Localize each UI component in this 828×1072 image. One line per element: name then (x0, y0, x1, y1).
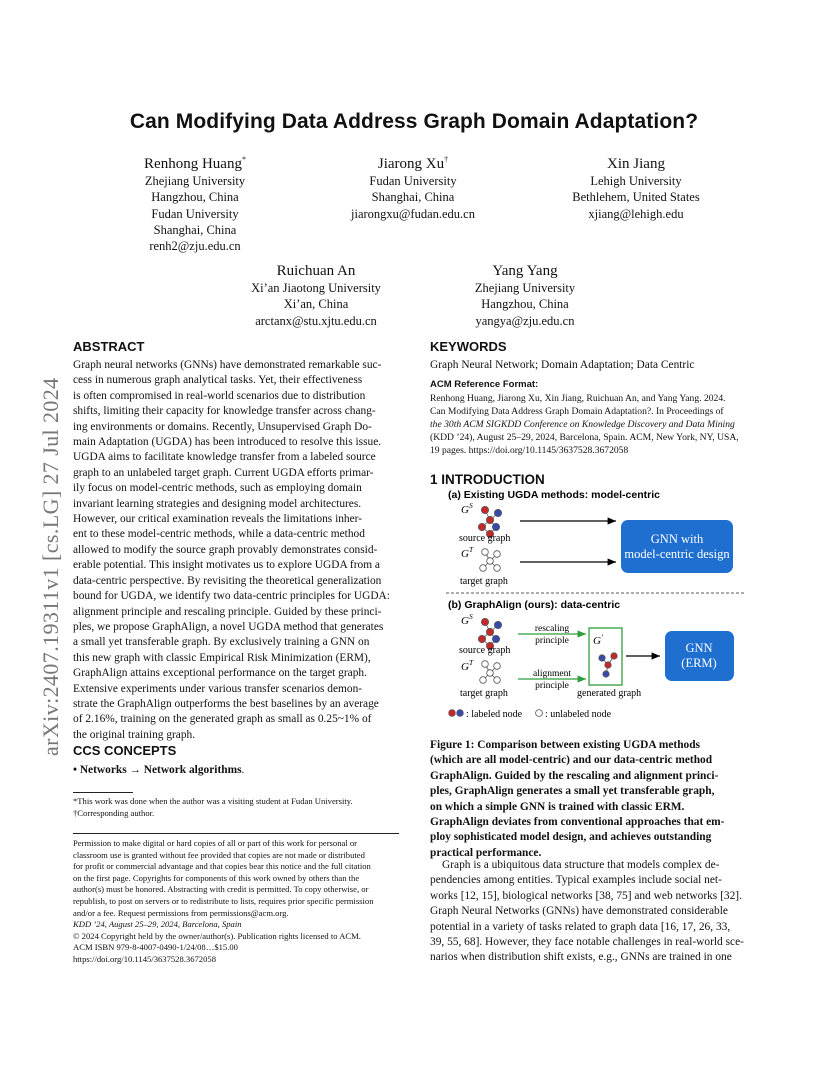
intro-text (430, 858, 756, 966)
alignment-principle-label: principle (535, 681, 569, 691)
author-block-3 (536, 151, 736, 222)
caption-line: (which are all model-centric) and our data-centric method (430, 754, 713, 767)
permission-line: for profit or commercial advantage and that copies bear this notice and the full citation (73, 861, 371, 872)
caption-line: on which a simple GNN is trained with classic ERM. (430, 800, 685, 813)
author-block-2 (318, 151, 508, 222)
author-email: renh2@zju.edu.cn (149, 239, 241, 254)
figure-1-caption (430, 738, 756, 861)
author-name: Renhong Huang* (144, 155, 246, 172)
rescaling-principle-label: principle (535, 636, 569, 646)
permission-line: republish, to post on servers or to redistribute to lists, requires prior specific permission (73, 895, 374, 906)
target-graph-symbol: $G^T$ (461, 658, 474, 673)
abstract-line: bound for UGDA, we identify two data-centric principles for UGDA: (73, 590, 390, 603)
target-graph-label: target graph (460, 688, 508, 699)
abstract-line: However, our critical examination reveals the limitations inher- (73, 513, 363, 526)
author-name: Yang Yang (492, 263, 558, 279)
intro-line: narios when distribution shift exists, e.g., GNNs are trained in one (430, 951, 732, 964)
target-graph-icon (480, 549, 501, 572)
abstract-line: data-centric perspective. By revisiting the theoretical generalization (73, 574, 382, 587)
figure-part-b-label: (b) GraphAlign (ours): data-centric (448, 599, 621, 611)
figure-part-a-label: (a) Existing UGDA methods: model-centric (448, 489, 660, 501)
author-email: jiarongxu@fudan.edu.cn (351, 206, 475, 221)
reference-text (430, 392, 760, 457)
abstract-line: shifts, limiting their capacity for knowledge transfer across chang- (73, 405, 376, 418)
reference-heading: ACM Reference Format: (430, 379, 539, 390)
target-graph-symbol: $G^T$ (461, 545, 474, 560)
source-graph-symbol: $G^S$ (461, 612, 473, 627)
generated-graph-label: generated graph (577, 688, 642, 699)
author-affiliation: Fudan University (369, 174, 457, 188)
author-block-1 (100, 151, 290, 254)
abstract-line: GraphAlign attains exceptional performance on the target graph. (73, 667, 367, 680)
abstract-line: invariant learning strategies and designing model architectures. (73, 497, 362, 510)
ccs-item: • Networks → Network algorithms. (73, 764, 245, 776)
author-affiliation: Lehigh University (590, 174, 682, 188)
doi-line: https://doi.org/10.1145/3637528.3672058 (73, 953, 216, 964)
author-affiliation: Fudan University (151, 206, 239, 221)
source-graph-symbol: $G^S$ (461, 501, 473, 516)
author-affiliation: Zhejiang University (474, 281, 576, 295)
paper-title: Can Modifying Data Address Graph Domain Adaptation? (129, 110, 699, 133)
intro-line: pendencies among entities. Typical examples include social net- (430, 874, 722, 887)
target-graph-label: target graph (460, 576, 508, 587)
labeled-node-blue-icon (457, 710, 464, 717)
author-email: xjiang@lehigh.edu (588, 206, 684, 221)
caption-line: ploy sophisticated model design, and achieves outstanding (430, 831, 712, 844)
target-graph-icon (480, 661, 501, 684)
author-email: arctanx@stu.xjtu.edu.cn (255, 313, 377, 328)
permission-block (73, 838, 403, 966)
abstract-line: Graph neural networks (GNNs) have demonstrated remarkable suc- (73, 359, 382, 371)
abstract-line: the original training graph. (73, 728, 196, 741)
arxiv-stamp: arXiv:2407.19311v1 [cs.LG] 27 Jul 2024 (38, 377, 63, 756)
intro-line: 39, 55, 68]. However, they face notable challenges in real-world sce- (430, 936, 744, 949)
abstract-line: strate the GraphAlign outperforms the best baselines by an average (73, 697, 379, 710)
reference-line: the 30th ACM SIGKDD Conference on Knowledge Discovery and Data Mining (430, 419, 735, 430)
source-graph-label: source graph (459, 533, 511, 544)
author-location: Xi’an, China (283, 297, 349, 312)
abstract-line: UGDA aims to facilitate knowledge transfer from a labeled source (73, 451, 376, 464)
intro-line: Graph Neural Networks (GNNs) have demonstrated considerable (430, 905, 728, 918)
caption-line: ples, GraphAlign generates a small yet transferable graph, (430, 785, 715, 798)
author-block-5 (420, 262, 630, 329)
author-location: Hangzhou, China (481, 297, 569, 312)
author-name: Ruichuan An (276, 263, 356, 279)
abstract-line: is often compromised in real-world scenarios due to distribution (73, 389, 366, 402)
permission-divider (73, 833, 399, 834)
reference-line: (KDD ’24), August 25–29, 2024, Barcelona, Spain. ACM, New York, NY, USA, (430, 432, 739, 443)
author-location: Shanghai, China (371, 190, 455, 205)
author-name: Jiarong Xu† (377, 155, 449, 172)
abstract-heading: ABSTRACT (73, 339, 145, 354)
abstract-line: graph to an unlabeled target graph. Current UGDA efforts primar- (73, 466, 374, 479)
abstract-line: alignment principle and rescaling principle. Guided by these princi- (73, 605, 382, 618)
author-affiliation: Xi’an Jiaotong University (251, 281, 381, 295)
abstract-line: ily focus on model-centric methods, such as employing domain (73, 482, 362, 495)
author-affiliation: Zhejiang University (144, 174, 246, 188)
caption-line: GraphAlign deviates from conventional approaches that em- (430, 816, 725, 829)
intro-heading: 1 INTRODUCTION (430, 472, 545, 487)
permission-line: Permission to make digital or hard copies of all or part of this work for personal or (73, 838, 358, 848)
figure-legend (449, 709, 612, 720)
abstract-line: erable potential. This insight motivates us to explore UGDA from a (73, 559, 380, 572)
keywords-heading: KEYWORDS (430, 339, 507, 354)
unlabeled-node-icon (536, 710, 543, 717)
abstract-line: main Adaptation (UGDA) has been introduced to resolve this issue. (73, 436, 382, 449)
caption-line: practical performance. (430, 846, 542, 859)
copyright-line: © 2024 Copyright held by the owner/author(s). Publication rights licensed to ACM. (73, 930, 361, 941)
abstract-line: ples, we propose GraphAlign, a novel UGDA method that generates (73, 620, 384, 633)
ccs-heading: CCS CONCEPTS (73, 743, 177, 758)
author-email: yangya@zju.edu.cn (475, 313, 575, 328)
gnn-model-centric-line1: GNN with (650, 532, 704, 546)
keywords-text: Graph Neural Network; Domain Adaptation; Data Centric (430, 359, 695, 371)
reference-line: 19 pages. https://doi.org/10.1145/3637528.3672058 (430, 445, 629, 456)
legend-unlabeled-label: : unlabeled node (545, 709, 612, 720)
reference-line: Renhong Huang, Jiarong Xu, Xin Jiang, Ruichuan An, and Yang Yang. 2024. (430, 393, 726, 404)
isbn-line: ACM ISBN 979-8-4007-0490-1/24/08…$15.00 (73, 942, 238, 953)
abstract-line: this new graph with classic Empirical Risk Minimization (ERM), (73, 651, 371, 664)
permission-line: classroom use is granted without fee provided that copies are not made or distributed (73, 849, 365, 860)
conference-line: KDD ’24, August 25–29, 2024, Barcelona, Spain (73, 919, 242, 930)
author-location: Hangzhou, China (151, 190, 239, 205)
alignment-label: alignment (533, 669, 571, 679)
permission-line: on the first page. Copyrights for components of this work owned by others than the (73, 872, 360, 883)
caption-line: GraphAlign. Guided by the rescaling and alignment princi- (430, 769, 719, 782)
abstract-line: a small yet transferable graph. By exclusively training a GNN on (73, 636, 370, 649)
abstract-line: ing environments or domains. Recently, Unsupervised Graph Do- (73, 420, 372, 433)
generated-graph-symbol: G′ (593, 633, 603, 647)
footnote: †Corresponding author. (73, 807, 155, 818)
author-location: Shanghai, China (153, 222, 237, 237)
footnotes (73, 796, 403, 819)
labeled-node-red-icon (449, 710, 456, 717)
permission-line: author(s) must be honored. Abstracting with credit is permitted. To copy otherwise, or (73, 884, 369, 895)
gnn-model-centric-line2: model-centric design (624, 547, 730, 561)
gnn-erm-line2: (ERM) (681, 656, 717, 670)
caption-line: Figure 1: Comparison between existing UGDA methods (430, 739, 700, 751)
footnote-divider (73, 792, 133, 793)
intro-line: works [12, 15], biological networks [38, 75] and web networks [32]. (430, 889, 742, 902)
abstract-text (73, 358, 399, 743)
legend-labeled-label: : labeled node (466, 709, 523, 720)
intro-line: Graph is a ubiquitous data structure that models complex de- (442, 859, 720, 871)
abstract-line: allowed to modify the source graph provably demonstrates consid- (73, 543, 378, 556)
abstract-line: of 2.16%, training on the generated graph as small as 0.25~1% of (73, 713, 372, 726)
intro-line: potential in a variety of tasks related to graph data [16, 17, 26, 33, (430, 920, 731, 933)
footnote: *This work was done when the author was a visiting student at Fudan University. (73, 796, 353, 806)
abstract-line: ent to these model-centric methods, while a data-centric method (73, 528, 365, 541)
figure-1-diagram (430, 484, 760, 724)
abstract-line: Extensive experiments under various transfer scenarios demon- (73, 682, 363, 695)
permission-line: and/or a fee. Request permissions from permissions@acm.org. (73, 907, 289, 918)
figure-1 (430, 484, 760, 724)
source-graph-label: source graph (459, 645, 511, 656)
rescaling-label: rescaling (534, 624, 570, 634)
abstract-line: cess in numerous graph analytical tasks. Yet, their effectiveness (73, 374, 363, 387)
author-location: Bethlehem, United States (572, 190, 700, 205)
author-name: Xin Jiang (607, 156, 665, 172)
reference-line: Can Modifying Data Address Graph Domain Adaptation?. In Proceedings of (430, 406, 724, 417)
author-block-4 (206, 262, 426, 329)
gnn-erm-line1: GNN (685, 641, 713, 655)
